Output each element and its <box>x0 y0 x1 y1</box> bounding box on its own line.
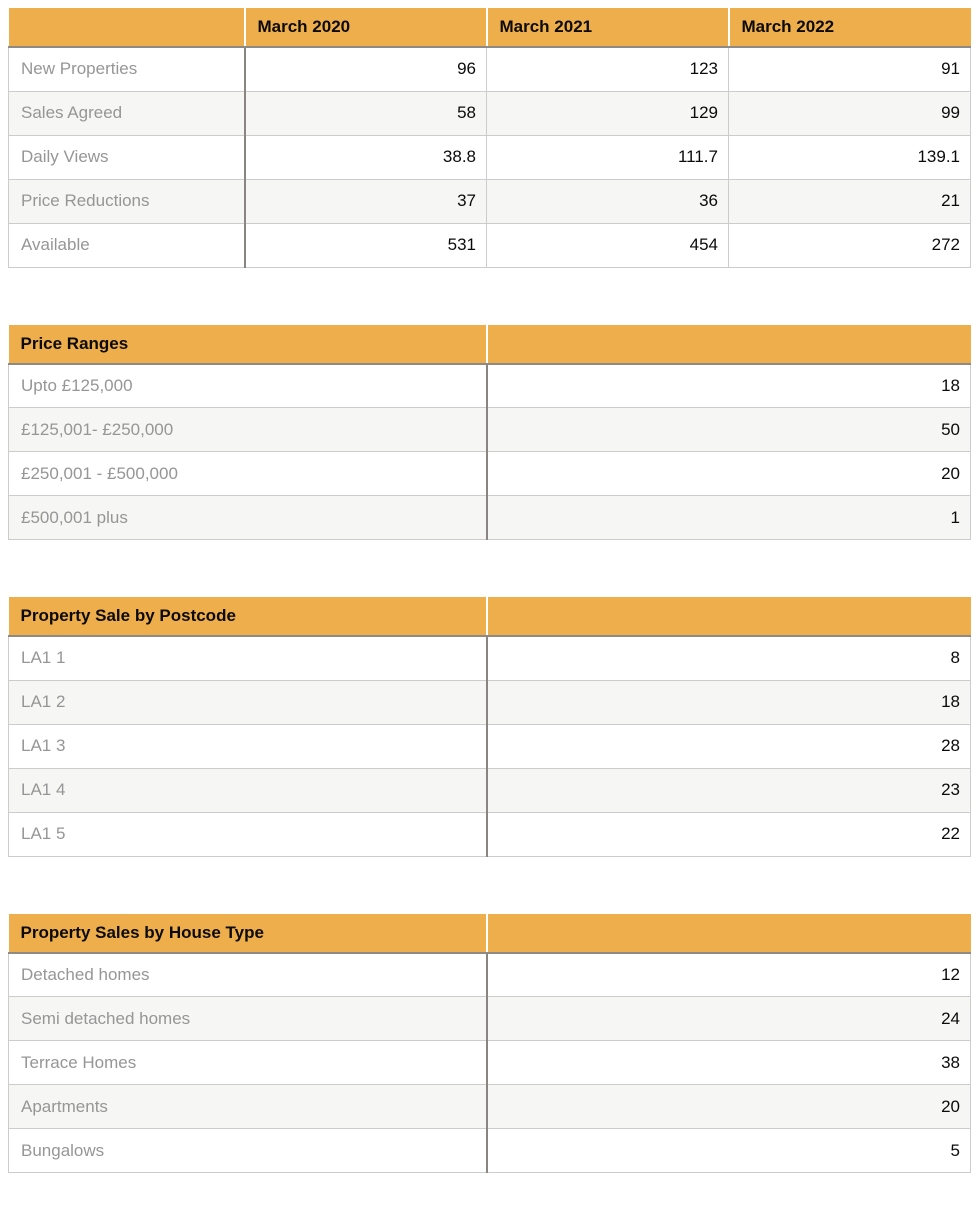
row-label-cell: £250,001 - £500,000 <box>9 452 487 496</box>
value-cell: 20 <box>487 1085 971 1129</box>
value-column-header <box>487 914 971 953</box>
table-row <box>9 135 971 179</box>
value-cell: 38 <box>487 1041 971 1085</box>
table-row <box>9 47 971 91</box>
row-label-cell: New Properties <box>9 47 245 91</box>
value-cell: 24 <box>487 997 971 1041</box>
row-label-cell: Apartments <box>9 1085 487 1129</box>
value-cell: 23 <box>487 768 971 812</box>
value-cell: 21 <box>729 179 971 223</box>
column-header-march-2022: March 2022 <box>729 8 971 47</box>
header-row <box>9 8 971 47</box>
value-cell: 36 <box>487 179 729 223</box>
table-row <box>9 997 971 1041</box>
value-cell: 123 <box>487 47 729 91</box>
value-cell: 1 <box>487 496 971 540</box>
row-label-cell: Upto £125,000 <box>9 364 487 408</box>
table-row <box>9 1085 971 1129</box>
price-ranges-table <box>8 325 971 541</box>
header-row <box>9 597 971 636</box>
value-cell: 5 <box>487 1129 971 1173</box>
value-cell: 272 <box>729 223 971 267</box>
value-cell: 129 <box>487 91 729 135</box>
value-cell: 37 <box>245 179 487 223</box>
value-cell: 8 <box>487 636 971 680</box>
value-cell: 454 <box>487 223 729 267</box>
corner-header-cell <box>9 8 245 47</box>
price-ranges-header: Price Ranges <box>9 325 487 364</box>
value-column-header <box>487 597 971 636</box>
table-row <box>9 496 971 540</box>
table-row <box>9 452 971 496</box>
header-row <box>9 325 971 364</box>
table-row <box>9 724 971 768</box>
table-row <box>9 680 971 724</box>
table-row <box>9 953 971 997</box>
value-column-header <box>487 325 971 364</box>
value-cell: 12 <box>487 953 971 997</box>
value-cell: 20 <box>487 452 971 496</box>
value-cell: 50 <box>487 408 971 452</box>
row-label-cell: Terrace Homes <box>9 1041 487 1085</box>
value-cell: 111.7 <box>487 135 729 179</box>
value-cell: 96 <box>245 47 487 91</box>
table-row <box>9 1129 971 1173</box>
row-label-cell: LA1 2 <box>9 680 487 724</box>
column-header-march-2021: March 2021 <box>487 8 729 47</box>
table-row <box>9 768 971 812</box>
header-row <box>9 914 971 953</box>
row-label-cell: Daily Views <box>9 135 245 179</box>
row-label-cell: Available <box>9 223 245 267</box>
value-cell: 91 <box>729 47 971 91</box>
table-row <box>9 636 971 680</box>
value-cell: 58 <box>245 91 487 135</box>
table-row <box>9 223 971 267</box>
row-label-cell: LA1 1 <box>9 636 487 680</box>
row-label-cell: £125,001- £250,000 <box>9 408 487 452</box>
row-label-cell: Sales Agreed <box>9 91 245 135</box>
postcode-sales-table <box>8 597 971 857</box>
table-row <box>9 179 971 223</box>
table-row <box>9 364 971 408</box>
column-header-march-2020: March 2020 <box>245 8 487 47</box>
value-cell: 139.1 <box>729 135 971 179</box>
monthly-overview-table <box>8 8 971 268</box>
house-type-sales-header: Property Sales by House Type <box>9 914 487 953</box>
row-label-cell: £500,001 plus <box>9 496 487 540</box>
table-row <box>9 408 971 452</box>
value-cell: 28 <box>487 724 971 768</box>
value-cell: 99 <box>729 91 971 135</box>
value-cell: 38.8 <box>245 135 487 179</box>
row-label-cell: Price Reductions <box>9 179 245 223</box>
value-cell: 22 <box>487 812 971 856</box>
value-cell: 18 <box>487 364 971 408</box>
table-row <box>9 91 971 135</box>
row-label-cell: LA1 3 <box>9 724 487 768</box>
house-type-sales-table <box>8 914 971 1174</box>
row-label-cell: LA1 4 <box>9 768 487 812</box>
table-row <box>9 812 971 856</box>
row-label-cell: Bungalows <box>9 1129 487 1173</box>
row-label-cell: LA1 5 <box>9 812 487 856</box>
row-label-cell: Detached homes <box>9 953 487 997</box>
value-cell: 531 <box>245 223 487 267</box>
row-label-cell: Semi detached homes <box>9 997 487 1041</box>
value-cell: 18 <box>487 680 971 724</box>
postcode-sales-header: Property Sale by Postcode <box>9 597 487 636</box>
table-row <box>9 1041 971 1085</box>
